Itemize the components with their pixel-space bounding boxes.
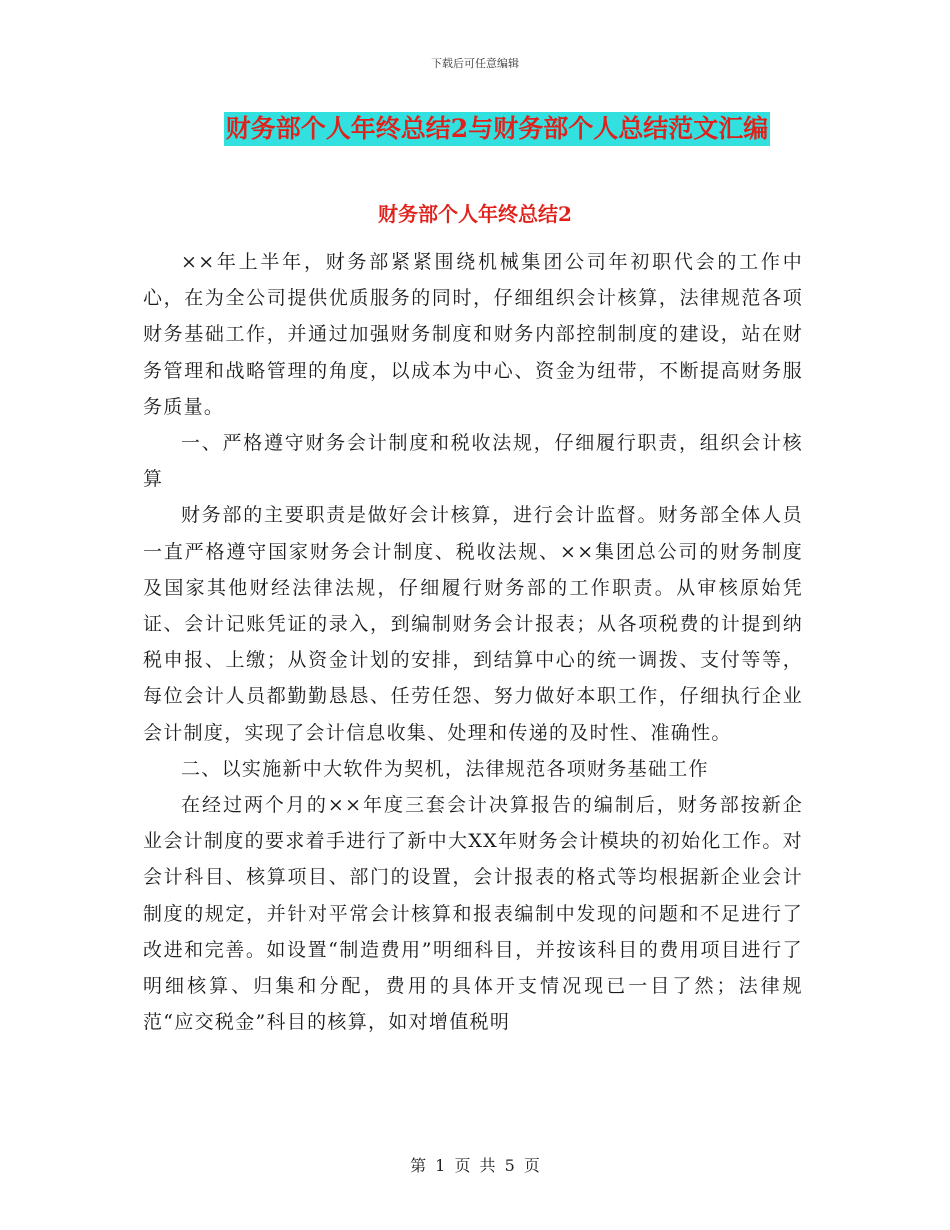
document-title: 财务部个人年终总结2与财务部个人总结范文汇编: [224, 112, 770, 146]
page-header-note: 下载后可任意编辑: [431, 57, 519, 70]
paragraph-heading: 二、以实施新中大软件为契机，法律规范各项财务基础工作: [181, 757, 709, 780]
page-number-footer: 第 1 页 共 5 页: [410, 1156, 540, 1175]
paragraph: ××年上半年，财务部紧紧围绕机械集团公司年初职代会的工作中心，在为全公司提供优质服务的同时，仔细组织会计核算，法律规范各项财务基础工作，并通过加强财务制度和财务内部控制制度的建设，站在财务管理和战略管理的角度，以成本为中心、资金为纽带，不断提高财务服务质量。: [143, 251, 803, 418]
document-body: [143, 244, 803, 1040]
paragraph: 财务部的主要职责是做好会计核算，进行会计监督。财务部全体人员一直严格遵守国家财务会计制度、税收法规、××集团总公司的财务制度及国家其他财经法律法规，仔细履行财务部的工作职责。从审核原始凭证、会计记账凭证的录入，到编制财务会计报表；从各项税费的计提到纳税申报、上缴；从资金计划的安排，到结算中心的统一调拨、支付等等，每位会计人员都勤勤恳恳、任劳任怨、努力做好本职工作，仔细执行企业会计制度，实现了会计信息收集、处理和传递的及时性、准确性。: [143, 504, 803, 744]
document-title-container: [0, 112, 950, 146]
section-title: 财务部个人年终总结2: [378, 202, 572, 226]
paragraph-heading: 一、严格遵守财务会计制度和税收法规，仔细履行职责，组织会计核算: [143, 432, 803, 491]
paragraph: 在经过两个月的××年度三套会计决算报告的编制后，财务部按新企业会计制度的要求着手进行了新中大XX年财务会计模块的初始化工作。对会计科目、核算项目、部门的设置，会计报表的格式等均根据新企业会计制度的规定，并针对平常会计核算和报表编制中发现的问题和不足进行了改进和完善。如设置“制造费用”明细科目，并按该科目的费用项目进行了明细核算、归集和分配，费用的具体开支情况现已一目了然；法律规范“应交税金”科目的核算，如对增值税明: [143, 794, 803, 1034]
